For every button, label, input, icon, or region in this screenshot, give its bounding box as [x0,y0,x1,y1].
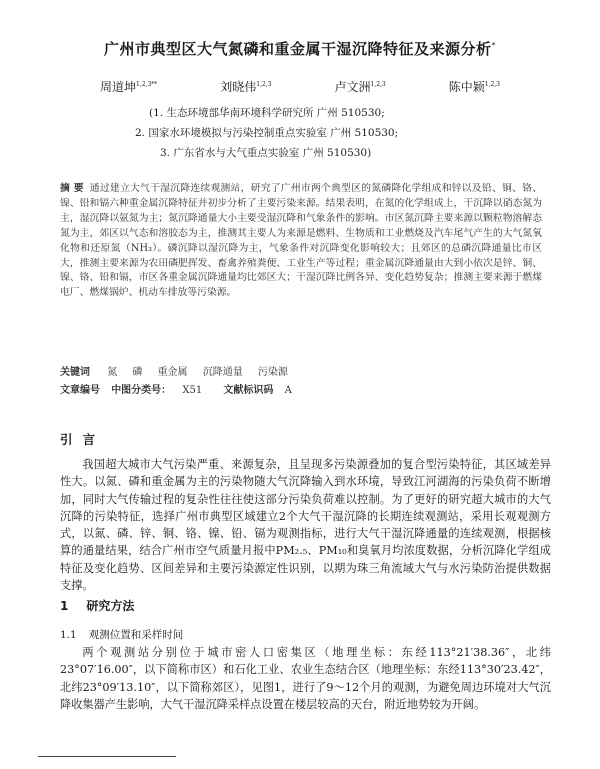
subsection-heading [60,627,183,642]
author-list [100,78,500,95]
subsection-number: 1.1 [60,629,77,641]
methods-paragraph: 两个观测站分别位于城市密人口密集区（地理坐标：东经113°21′38.36″，北纬23°07′16.00″，以下简称市区）和石化工业、农业生态结合区（地理坐标：东经113°30′23.42″，北纬23°09′13.10″，以下简称郊区），见图1，进行了9～12个月的观测，为避免周边环境对大气沉降收集器产生影响，大气干湿沉降采样点设置在楼层较高的天台，附近地势较为开阔。 [60,646,551,711]
intro-paragraph: 我国超大城市大气污染严重、来源复杂，且呈现多污染源叠加的复合型污染特征，其区域差异性大。以氮、磷和重金属为主的污染物随大气沉降输入到水环境，导致江河湖海的污染负荷不断增加，同时大气传输过程的复杂性往往使这部分污染负荷难以控制。为了更好的研究超大城市的大气沉降的污染特征，选择广州市典型区域建立2个大气干湿沉降的长期连续观测站，采用长观观测方式，以氮、磷、锌、铜、铬、镍、铅、镉为观测指标，进行大气干湿沉降通量的连续观测，根据核算的通量结果，结合广州市空气质量月报中PM₂.₅、PM₁₀和臭氧月均浓度数据，分析沉降化学组成特征及变化趋势、区间差异和主要污染源定性识别，以期为珠三角流域大气与水污染防治提供数据支撑。 [60,458,551,593]
abstract-label: 摘 要 [60,183,84,194]
affiliation-line: (1. 生态环境部华南环境科学研究所 广州 510530; [149,107,385,119]
doc-code-label: 文献标识码 [223,385,274,396]
clc-value: X51 [182,385,203,396]
author: 卢文洲$^{1,2,3}$ [334,80,386,94]
clc-label: 中图分类号： [111,385,172,396]
abstract-text: 通过建立大气干湿沉降连续观测站，研究了广州市两个典型区的氮磷降化学组成和锌以及铅、铜、铬、镍、铅和镉六种重金属沉降特征并初步分析了主要污染来源。结果表明，在氮的化学组成上，干沉降以硝态氮为主，湿沉降以氨氮为主；氮沉降通量大小主要受湿沉降和气象条件的影响。市区氮沉降主要来源以颗粒物溶解态氮为主，郊区以气态和溶胶态为主，推测其主要人为来源是燃料、生物质和工业燃烧及汽车尾气产生的大气氮氧化物和还原氮（NH₃）。磷沉降以湿沉降为主，气象条件对沉降变化影响较大；且郊区的总磷沉降通量比市区大，推测主要来源为农田磷肥挥发、畜禽养殖粪便、工业生产等过程；重金属沉降通量由大到小依次是锌、铜、镍、铬、铅和镉，市区各重金属沉降通量均比郊区大；干湿沉降比例各异、变化趋势复杂；推测主要来源于燃煤电厂、燃煤锅炉、机动车排放等污染源。 [60,183,542,299]
intro-body [60,456,551,594]
keyword: 磷 [132,367,143,378]
section-number: 1 [60,599,69,613]
author: 陈中颖$^{1,2,3}$ [448,80,500,94]
keywords-label: 关键词 [60,367,90,378]
subsection-title: 观测位置和采样时间 [88,629,184,641]
keyword: 氮 [107,367,118,378]
section-title: 研究方法 [86,599,135,613]
paper-title: 广州市典型区大气氮磷和重金属干湿沉降特征及来源分析* [103,40,496,58]
abstract [60,182,542,301]
title-footnote-mark: * [491,41,496,50]
footnote-rule [38,756,176,757]
author: 周道坤$^{1,2,3**}$ [100,80,158,94]
intro-heading: 引言 [60,432,106,447]
article-meta [60,381,542,396]
section-heading [60,597,134,614]
methods-body [60,644,551,713]
keyword: 污染源 [257,367,288,378]
keyword: 沉降通量 [202,367,243,378]
article-no-label: 文章编号 [60,385,100,396]
keywords [60,363,542,378]
doc-code-value: A [284,385,292,396]
affiliation-line: 3. 广东省水与大气重点实验室 广州 510530) [160,147,372,159]
keyword: 重金属 [157,367,188,378]
author: 刘晓伟$^{1,2,3}$ [220,80,272,94]
affiliation-line: 2. 国家水环境模拟与污染控制重点实验室 广州 510530; [135,127,399,139]
